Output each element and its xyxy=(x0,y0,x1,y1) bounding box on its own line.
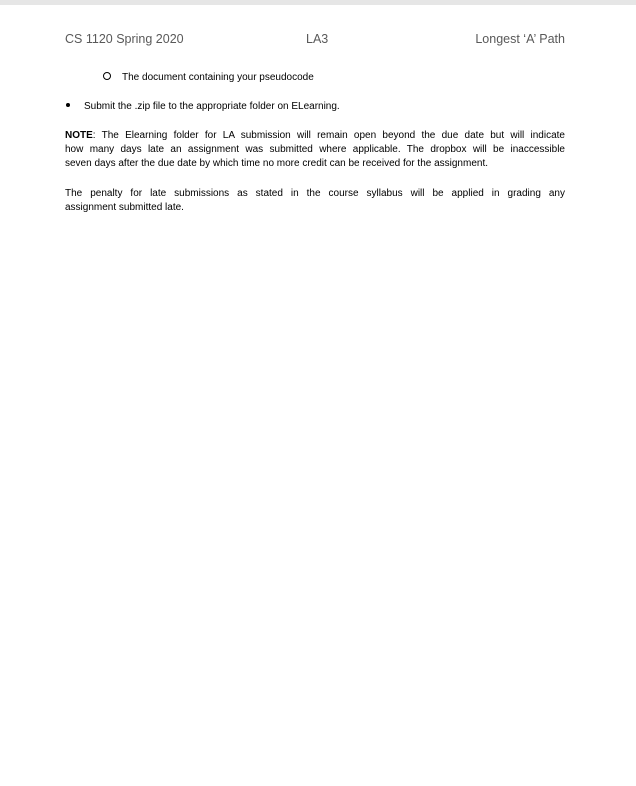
note-label: NOTE xyxy=(65,130,93,141)
hollow-circle-bullet-icon xyxy=(103,72,111,80)
page-top-edge xyxy=(0,0,636,5)
penalty-line: The penalty for late submissions as stated in the course syllabus will be applied in grading any xyxy=(65,188,565,199)
note-line-text: : The Elearning folder for LA submission will remain open beyond the due date but will indicate xyxy=(92,130,565,141)
note-line xyxy=(65,129,565,143)
sub-list-item xyxy=(103,72,314,83)
note-paragraph xyxy=(65,129,565,171)
note-line: how many days late an assignment was submitted where applicable. The dropbox will be inaccessible xyxy=(65,144,565,155)
note-line: seven days after the due date by which time no more credit can be received for the assignment. xyxy=(65,158,489,169)
penalty-paragraph xyxy=(65,187,565,215)
page-header xyxy=(65,32,565,50)
header-title: Longest ‘A’ Path xyxy=(475,32,565,46)
sub-list-item-text: The document containing your pseudocode xyxy=(122,72,314,83)
filled-bullet-icon xyxy=(66,103,70,107)
list-item-text: Submit the .zip file to the appropriate folder on ELearning. xyxy=(84,101,340,112)
header-assignment: LA3 xyxy=(306,32,329,46)
header-course: CS 1120 Spring 2020 xyxy=(65,32,184,46)
list-item xyxy=(65,101,340,112)
penalty-line: assignment submitted late. xyxy=(65,202,184,213)
